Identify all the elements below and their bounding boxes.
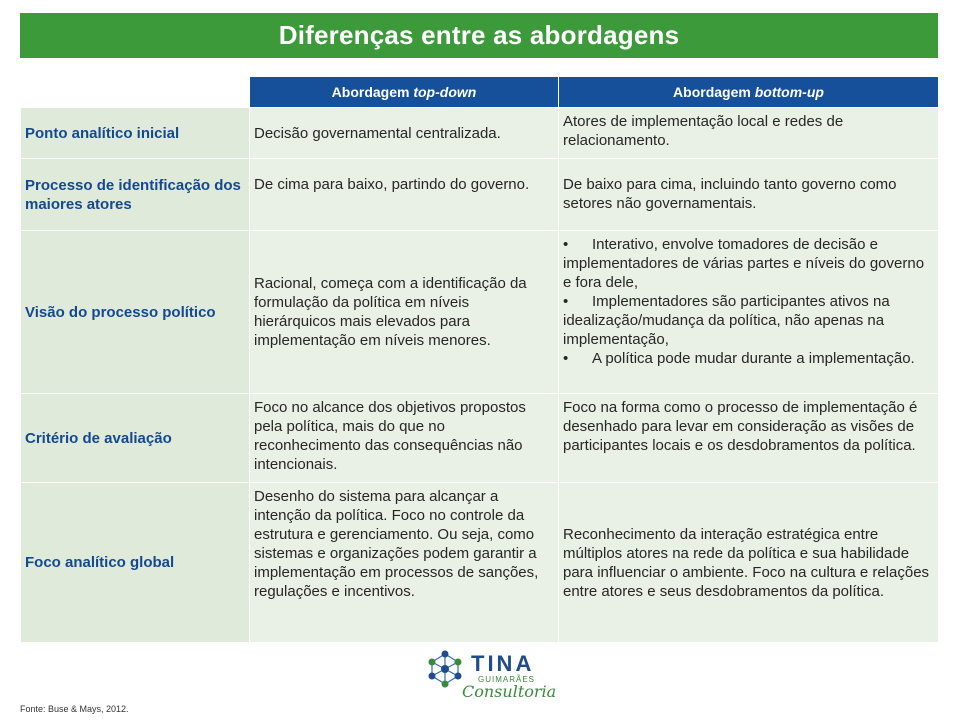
col-header-emph: bottom-up [754,83,824,100]
logo-name: TINA [471,651,535,676]
page-title: Diferenças entre as abordagens [278,20,680,50]
cell-bottom-up: Atores de implementação local e redes de relacionamento. [559,108,939,159]
bullet-text: Interativo, envolve tomadores de decisão e implementadores de várias partes e níveis do governo e fora dele, [563,236,925,291]
cell-top-down: Foco no alcance dos objetivos propostos pela política, mais do que no reconhecimento das consequências não intencionais. [250,394,559,483]
cell-top-down: De cima para baixo, partindo do governo. [250,159,559,231]
row-label: Critério de avaliação [21,394,250,483]
logo-subname: GUIMARÃES [478,675,536,684]
comparison-table [20,76,939,643]
cell-top-down: Desenho do sistema para alcançar a intenção da política. Foco no controle da estrutura e gerenciamento. Ou seja, como sistemas e organizações podem garantir a implementação em processos de sanções, regulações e incentivos. [250,483,559,643]
list-item [563,349,934,368]
corner-cell [21,77,250,108]
row-label: Ponto analítico inicial [21,108,250,159]
source-note: Fonte: Buse & Mays, 2012. [20,704,129,714]
list-item [563,292,934,349]
bullet-text: A política pode mudar durante a implementação. [592,350,915,367]
bullet-icon: • [563,293,569,310]
table-row [21,394,939,483]
table-row [21,483,939,643]
bullet-list [563,235,934,368]
table-row [21,108,939,159]
col-header-top-down [250,77,559,108]
row-label: Foco analítico global [21,483,250,643]
logo-script: Consultoria [462,682,557,701]
title-banner [20,13,938,58]
cell-bottom-up: Foco na forma como o processo de implementação é desenhado para levar em consideração as visões de participantes locais e os desdobramentos da política. [559,394,939,483]
table-row [21,159,939,231]
bullet-icon: • [563,350,569,367]
bullet-text: Implementadores são participantes ativos na idealização/mudança da política, não apenas na implementação, [563,293,890,348]
row-label: Visão do processo político [21,231,250,394]
col-header-bottom-up [559,77,939,108]
network-nodes-icon [424,648,466,690]
cell-bottom-up: Reconhecimento da interação estratégica entre múltiplos atores na rede da política e sua habilidade para influenciar o ambiente. Foco na cultura e relações entre atores e seus desdobramentos da política. [559,483,939,643]
col-header-prefix: Abordagem [673,83,755,100]
header-row [21,77,939,108]
row-label: Processo de identificação dos maiores atores [21,159,250,231]
company-logo [424,648,557,710]
col-header-prefix: Abordagem [331,83,414,100]
list-item [563,235,934,292]
cell-top-down: Racional, começa com a identificação da formulação da política em níveis hierárquicos mais elevados para implementação em níveis menores. [250,231,559,394]
cell-bottom-up [559,231,939,394]
bullet-icon: • [563,236,569,253]
col-header-emph: top-down [413,83,477,100]
table-row [21,231,939,394]
cell-bottom-up: De baixo para cima, incluindo tanto governo como setores não governamentais. [559,159,939,231]
cell-top-down: Decisão governamental centralizada. [250,108,559,159]
